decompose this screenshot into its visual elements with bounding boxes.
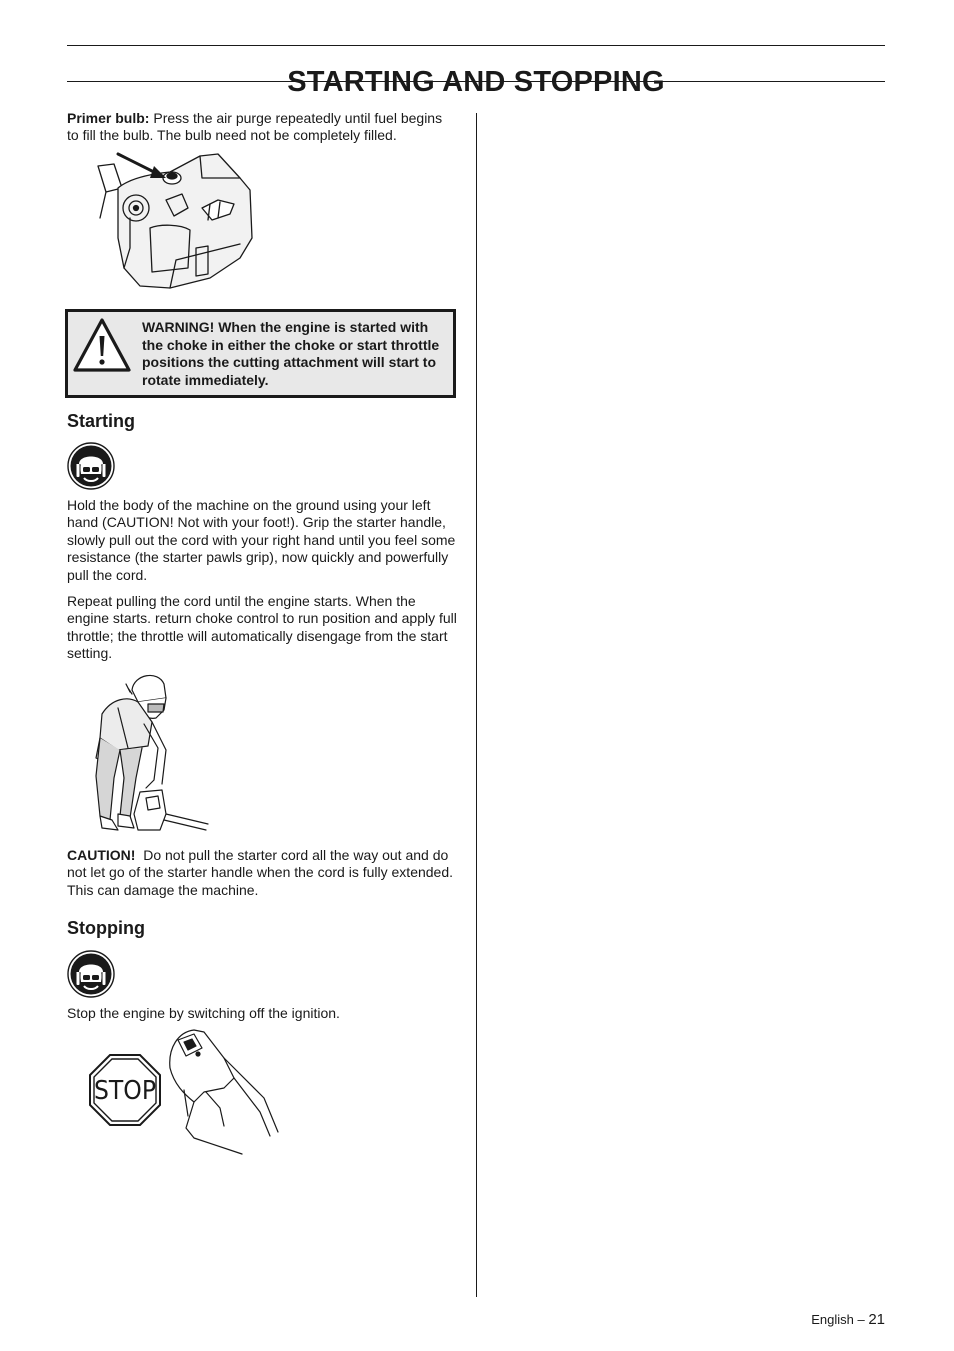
title-rule-top: [67, 45, 885, 46]
page-title: STARTING AND STOPPING: [287, 66, 665, 99]
stop-sign-icon: [88, 1053, 162, 1127]
protective-gear-icon: [67, 950, 115, 998]
footer-language: English: [811, 1312, 854, 1327]
page-number: 21: [868, 1311, 885, 1328]
stopping-text: Stop the engine by switching off the ignition.: [67, 1005, 340, 1021]
warning-box: [65, 309, 456, 398]
warning-text: WARNING! When the engine is started with the choke in either the choke or start throttle positions the cutting attachment will start to rotate immediately.: [142, 319, 440, 388]
title-rule-bottom: [67, 81, 885, 82]
primer-paragraph: [67, 110, 457, 145]
caution-label: CAUTION!: [67, 847, 136, 863]
caution-text: Do not pull the starter cord all the way out and do not let go of the starter handle when the cord is fully extended. This can damage the machine.: [67, 847, 454, 898]
starting-paragraph-2: Repeat pulling the cord until the engine starts. When the engine starts. return choke control to run position and apply full throttle; the throttle will automatically disengage from the start setting.: [67, 593, 457, 662]
primer-bulb-illustration: [90, 148, 260, 293]
primer-label: Primer bulb:: [67, 110, 150, 126]
starting-person-illustration: [88, 668, 213, 836]
caution-paragraph: [67, 847, 457, 899]
ignition-switch-illustration: [164, 1028, 284, 1158]
footer-separator: –: [857, 1312, 865, 1327]
column-divider: [476, 113, 477, 1297]
page-footer: [811, 1311, 885, 1328]
stopping-heading: Stopping: [67, 918, 145, 938]
starting-paragraph-1: Hold the body of the machine on the ground using your left hand (CAUTION! Not with your foot!). Grip the starter handle, slowly pull out the cord with your right hand until you feel some resistance (the starter pawls grip), now quickly and powerfully pull the cord.: [67, 497, 456, 583]
stop-sign-text: STOP: [94, 1076, 156, 1106]
protective-gear-icon: [67, 442, 115, 490]
starting-heading: Starting: [67, 411, 136, 431]
primer-text: Press the air purge repeatedly until fuel begins to fill the bulb. The bulb need not be completely filled.: [67, 110, 443, 144]
warning-triangle-icon: [72, 316, 132, 376]
